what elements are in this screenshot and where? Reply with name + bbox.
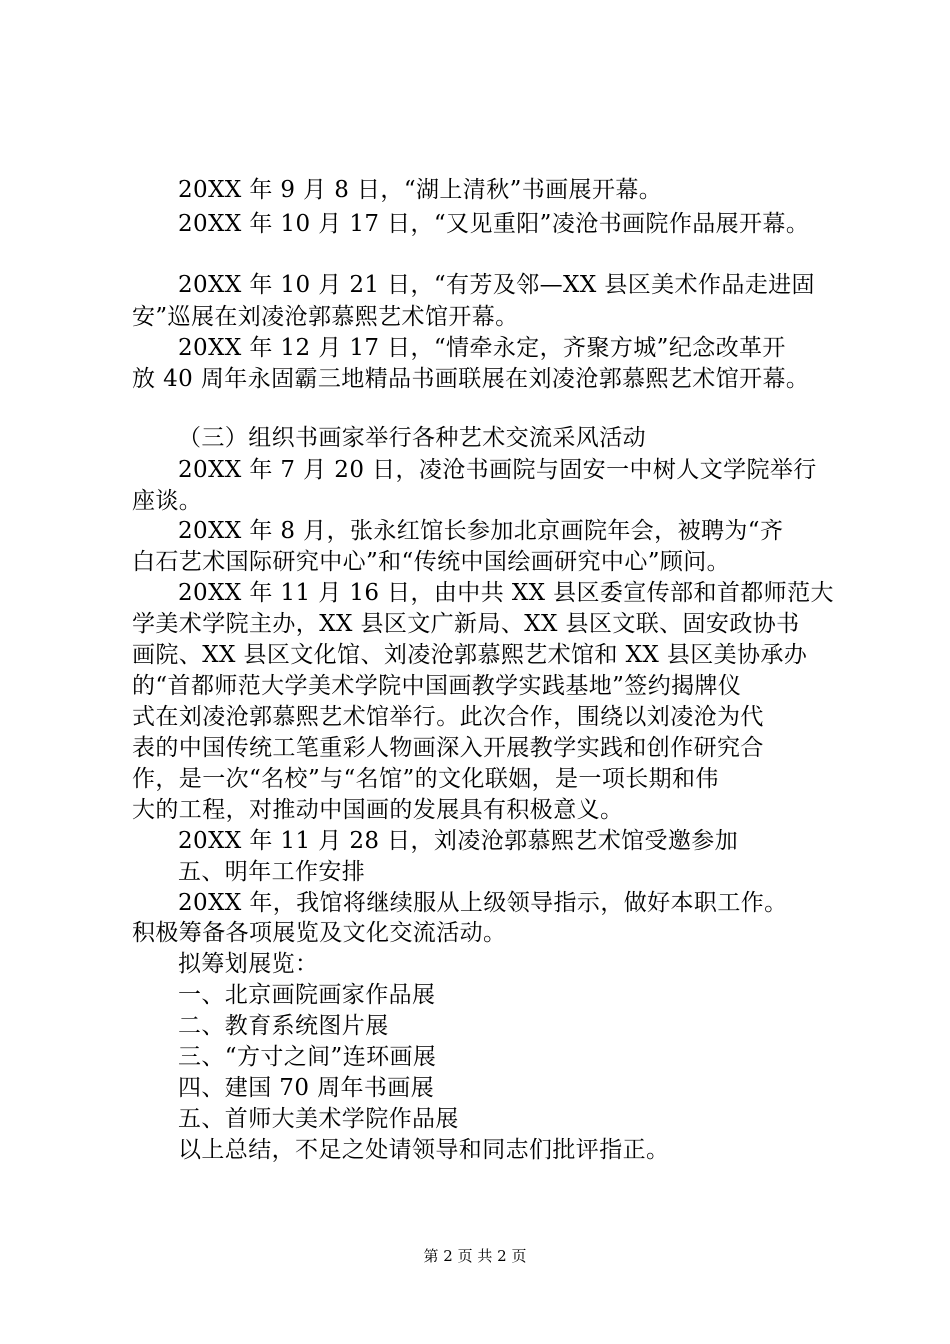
text-line: 式在刘凌沧郭慕熙艺术馆举行。此次合作，围绕以刘凌沧为代 — [132, 704, 764, 730]
text-line: 20XX 年 11 月 28 日，刘凌沧郭慕熙艺术馆受邀参加 — [178, 828, 739, 854]
text-line: 积极筹备各项展览及文化交流活动。 — [132, 920, 507, 946]
text-line: 的“首都师范大学美术学院中国画教学实践基地”签约揭牌仪 — [132, 673, 742, 699]
text-line: 白石艺术国际研究中心”和“传统中国绘画研究中心”顾问。 — [132, 549, 731, 575]
text-line: 20XX 年 7 月 20 日，凌沧书画院与固安一中树人文学院举行 — [178, 457, 817, 483]
list-item: 二、教育系统图片展 — [178, 1013, 389, 1039]
list-item: 三、“方寸之间”连环画展 — [178, 1044, 437, 1070]
list-item: 一、北京画院画家作品展 — [178, 982, 436, 1008]
text-line: 放 40 周年永固霸三地精品书画联展在刘凌沧郭慕熙艺术馆开幕。 — [132, 366, 810, 392]
text-line: 座谈。 — [132, 488, 203, 514]
text-line: 20XX 年，我馆将继续服从上级领导指示，做好本职工作。 — [178, 890, 788, 916]
text-line: 20XX 年 12 月 17 日，“情牵永定，齐聚方城”纪念改革开 — [178, 335, 786, 361]
list-item: 四、建国 70 周年书画展 — [178, 1075, 435, 1101]
text-line: 20XX 年 10 月 17 日，“又见重阳”凌沧书画院作品展开幕。 — [178, 211, 810, 237]
text-line: 大的工程，对推动中国画的发展具有积极意义。 — [132, 797, 624, 823]
text-line: 安”巡展在刘凌沧郭慕熙艺术馆开幕。 — [132, 304, 519, 330]
text-line: 表的中国传统工笔重彩人物画深入开展教学实践和创作研究合 — [132, 735, 764, 761]
page-footer: 第 2 页 共 2 页 — [423, 1247, 527, 1265]
list-item: 五、首师大美术学院作品展 — [178, 1106, 459, 1132]
text-line: 20XX 年 10 月 21 日，“有芳及邻—XX 县区美术作品走进固 — [178, 272, 815, 298]
text-line: 20XX 年 9 月 8 日，“湖上清秋”书画展开幕。 — [178, 177, 663, 203]
text-line: 20XX 年 11 月 16 日，由中共 XX 县区委宣传部和首都师范大 — [178, 580, 834, 606]
section-heading: （三）组织书画家举行各种艺术交流采风活动 — [178, 425, 646, 451]
text-line: 学美术学院主办，XX 县区文广新局、XX 县区文联、固安政协书 — [132, 611, 800, 637]
text-line: 作，是一次“名校”与“名馆”的文化联姻，是一项长期和伟 — [132, 766, 719, 792]
text-line: 20XX 年 8 月，张永红馆长参加北京画院年会，被聘为“齐 — [178, 518, 784, 544]
text-line: 画院、XX 县区文化馆、刘凌沧郭慕熙艺术馆和 XX 县区美协承办 — [132, 642, 808, 668]
text-line: 以上总结，不足之处请领导和同志们批评指正。 — [178, 1137, 670, 1163]
text-line: 拟筹划展览： — [178, 951, 319, 977]
section-heading: 五、明年工作安排 — [178, 859, 366, 885]
